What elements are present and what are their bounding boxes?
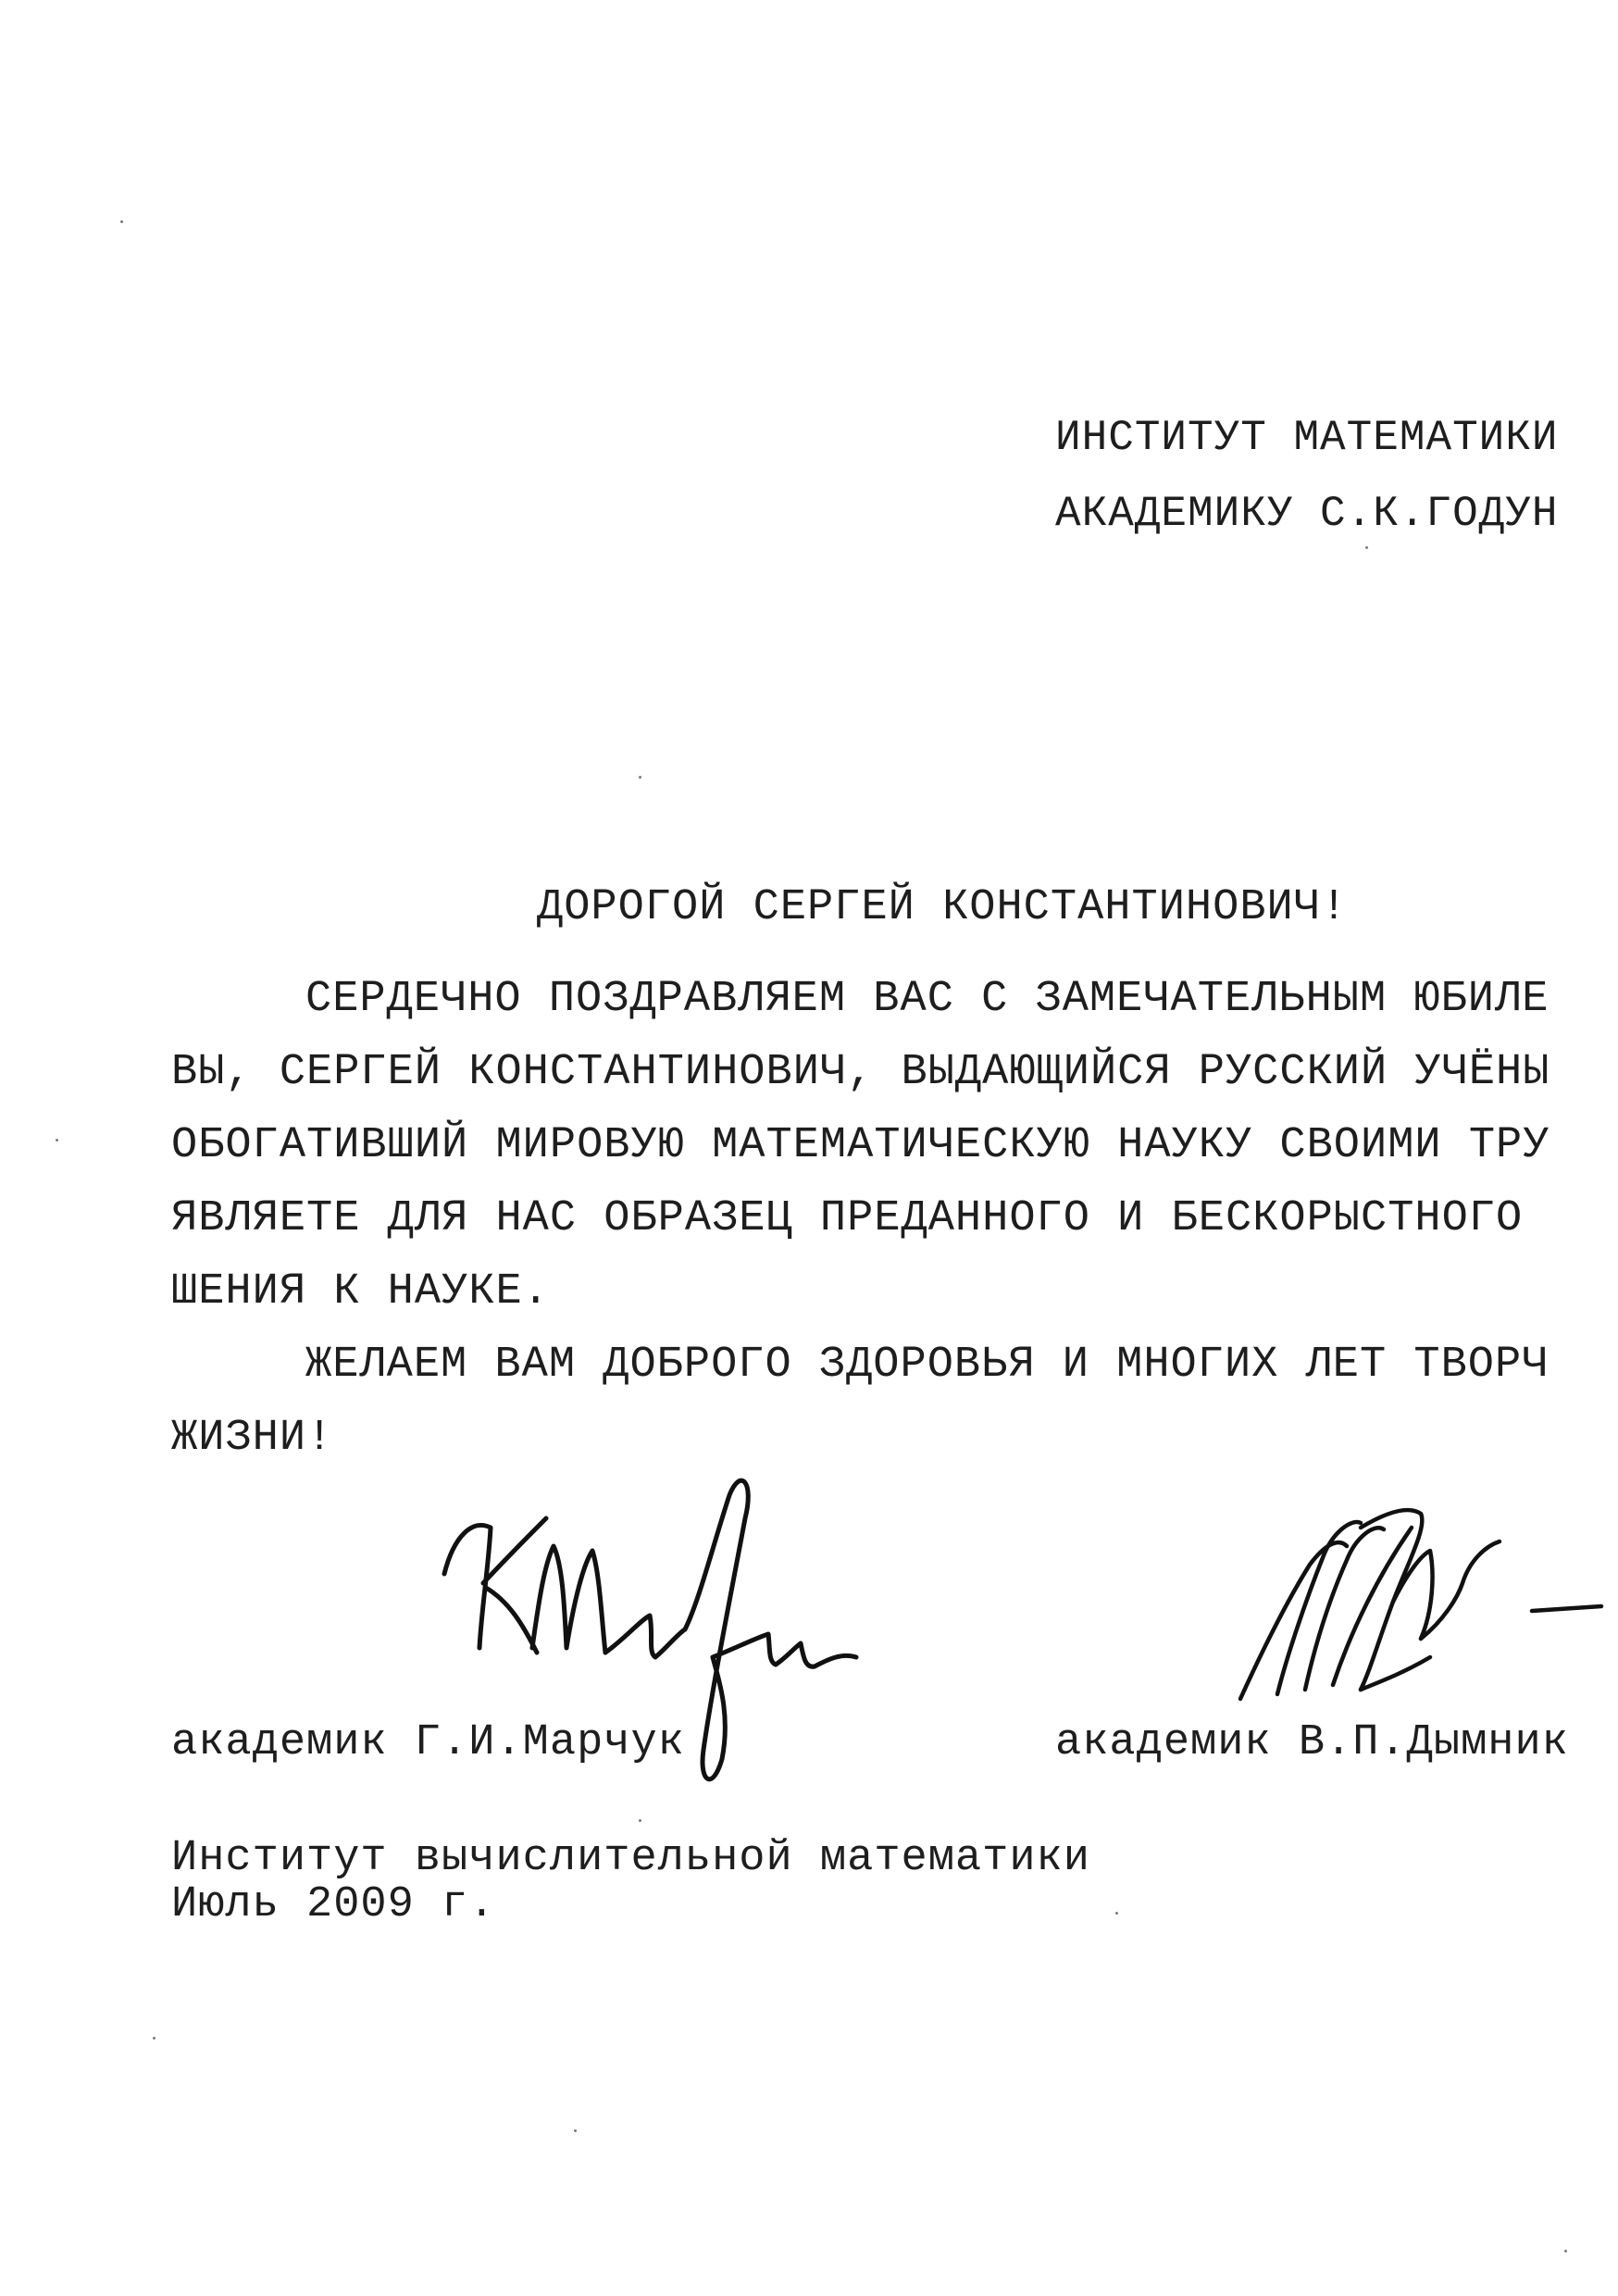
scan-speck bbox=[1115, 1912, 1118, 1915]
body-line: ВЫ, СЕРГЕЙ КОНСТАНТИНОВИЧ, ВЫДАЮЩИЙСЯ РУССКИЙ УЧЁНЫ bbox=[171, 1048, 1550, 1097]
scan-speck bbox=[120, 220, 123, 223]
signatory-left: академик Г.И.Марчук bbox=[171, 1718, 685, 1767]
addressee-academician: АКАДЕМИКУ С.К.ГОДУН bbox=[1055, 490, 1559, 538]
salutation: ДОРОГОЙ СЕРГЕЙ КОНСТАНТИНОВИЧ! bbox=[537, 883, 1349, 932]
signature-dymnik bbox=[1222, 1472, 1611, 1713]
body-line: ОБОГАТИВШИЙ МИРОВУЮ МАТЕМАТИЧЕСКУЮ НАУКУ СВОИМИ ТРУ bbox=[171, 1121, 1550, 1170]
body-line: ЯВЛЯЕТЕ ДЛЯ НАС ОБРАЗЕЦ ПРЕДАННОГО И БЕСКОРЫСТНОГО bbox=[171, 1194, 1524, 1243]
scan-speck bbox=[1564, 2250, 1567, 2252]
scan-speck bbox=[639, 776, 641, 779]
body-line: ШЕНИЯ К НАУКЕ. bbox=[171, 1267, 550, 1316]
scan-speck bbox=[574, 2129, 577, 2132]
body-line: ЖЕЛАЕМ ВАМ ДОБРОГО ЗДОРОВЬЯ И МНОГИХ ЛЕТ ТВОРЧ bbox=[305, 1341, 1550, 1390]
footer-date: Июль 2009 г. bbox=[171, 1880, 496, 1929]
scan-speck bbox=[56, 1139, 58, 1142]
scan-speck bbox=[639, 1819, 641, 1822]
scan-speck bbox=[1365, 546, 1368, 549]
scan-speck bbox=[153, 2037, 156, 2040]
body-line: ЖИЗНИ! bbox=[171, 1414, 334, 1463]
body-line: СЕРДЕЧНО ПОЗДРАВЛЯЕМ ВАС С ЗАМЕЧАТЕЛЬНЫМ ЮБИЛЕ bbox=[305, 975, 1550, 1024]
signatory-right: академик В.П.Дымник bbox=[1055, 1718, 1569, 1767]
footer-institution: Институт вычислительной математики bbox=[171, 1834, 1090, 1883]
addressee-institute: ИНСТИТУТ МАТЕМАТИКИ bbox=[1055, 414, 1559, 462]
